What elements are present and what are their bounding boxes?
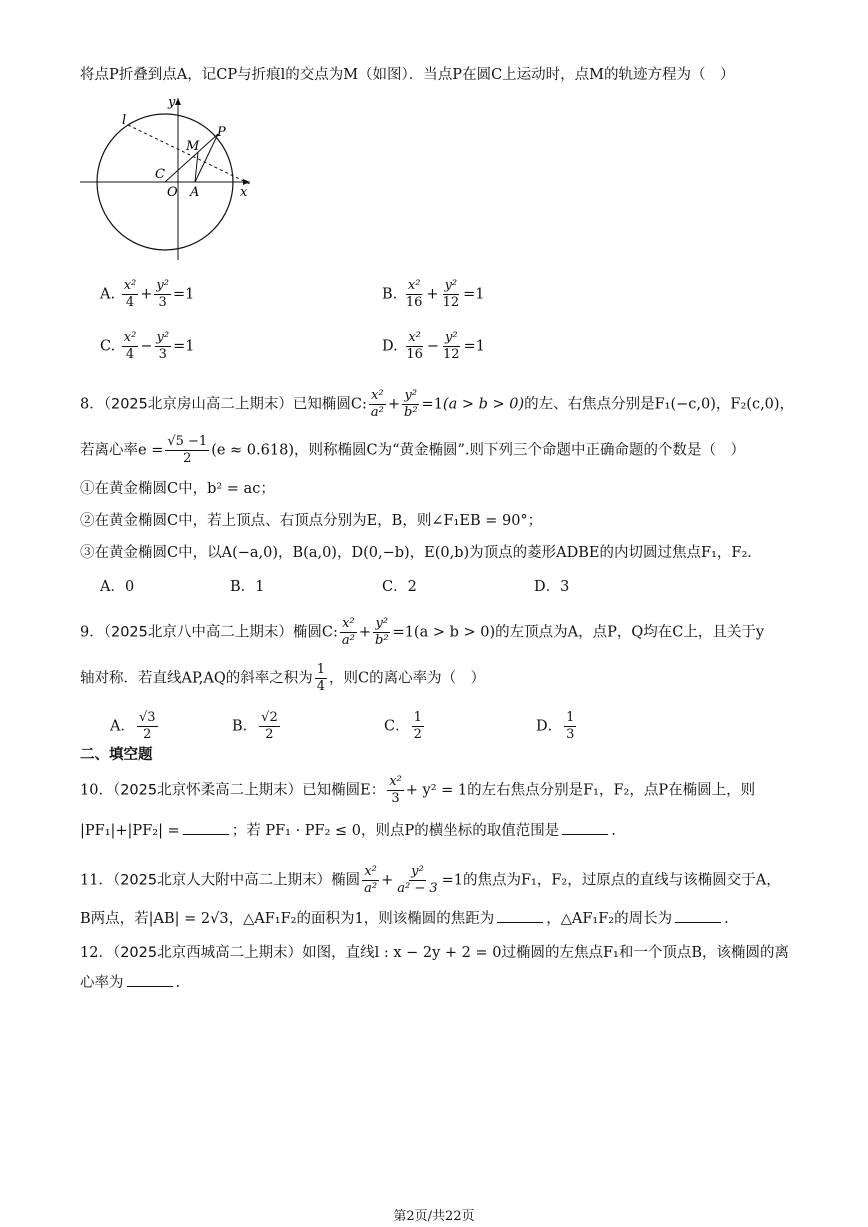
label-o: O — [167, 185, 178, 200]
q8-option-a[interactable]: A．0 — [100, 579, 135, 595]
answer-blank[interactable] — [562, 820, 608, 835]
q9-option-c[interactable]: C． $\frac{1}{2}$ — [384, 710, 422, 742]
q10-line1: 10．（2025北京怀柔高二上期末）已知椭圆E： $\frac{\text{x²}}{3}$ + y² = 1的左右焦点分别是F₁，F₂，点P在椭圆上，则 — [80, 774, 756, 806]
q7-text: 将点P折叠到点A，记CP与折痕l的交点为M（如图）．当点P在圆C上运动时，点M的轨迹方程为（ ） — [80, 67, 735, 83]
q7-option-c[interactable]: C. $\frac{\text{x²}}{4}$ − $\frac{\text{y²}}{3}$ =1 — [100, 330, 195, 362]
section-heading-fill-in: 二、填空题 — [80, 747, 153, 763]
label-a: A — [190, 185, 200, 200]
circle-fold-figure — [80, 90, 260, 262]
q7-option-d[interactable]: D. $\frac{\text{x²}}{16}$ − $\frac{\text{y²}}{12}$ =1 — [382, 330, 485, 362]
q8-line2: 若离心率e = $\frac{√5 -1}{2}$ (e ≈ 0.618)，则称椭圆C为“黄金椭圆”.则下列三个命题中正确命题的个数是（ ） — [80, 434, 746, 466]
label-l: l — [122, 113, 127, 128]
q12-line1: 12．（2025北京西城高二上期末）如图，直线l : x − 2y + 2 = 0过椭圆的左焦点F₁和一个顶点B，该椭圆的离 — [80, 945, 790, 961]
q8-statement-1: ①在黄金椭圆C中，b² = ac； — [80, 481, 275, 497]
y-axis-arrow — [175, 98, 181, 105]
q9-option-a[interactable]: A． $\frac{√3}{2}$ — [110, 710, 156, 742]
label-m: M — [186, 139, 200, 154]
q10-line2: |PF₁|+|PF₂| = ；若 PF₁ · PF₂ ≤ 0，则点P的横坐标的取值范围是 . — [80, 820, 808, 842]
q9-line2: 轴对称．若直线AP,AQ的斜率之积为 $\frac{1}{4}$ ，则C的离心率为（ ） — [80, 662, 486, 694]
q8-statement-2: ②在黄金椭圆C中，若上顶点、右顶点分别为E，B，则∠F₁EB = 90°； — [80, 513, 543, 529]
answer-blank[interactable] — [497, 908, 543, 923]
q9-line1: 9．（2025北京八中高二上期末）椭圆C: $\frac{\text{x²}}{\text{a²}}$ + $\frac{\text{y²}}{\text{b²}}$ =1(a > b > 0)的左顶点为A，点P，Q均在C上，且关于y — [80, 616, 765, 648]
figure-svg — [80, 90, 260, 262]
q9-option-b[interactable]: B． $\frac{√2}{2}$ — [232, 710, 278, 742]
q7-option-b[interactable]: B. $\frac{\text{x²}}{16}$ + $\frac{\text{y²}}{12}$ =1 — [382, 278, 485, 310]
q8-option-c[interactable]: C．2 — [382, 579, 417, 595]
answer-blank[interactable] — [183, 820, 229, 835]
q8-option-d[interactable]: D．3 — [534, 579, 570, 595]
q12-line2: 心率为 . — [80, 972, 808, 994]
q11-line2: B两点，若|AB| = 2√3，△AF₁F₂的面积为1，则该椭圆的焦距为 ，△AF₁F₂的周长为 . — [80, 908, 808, 930]
label-y: y — [168, 95, 176, 110]
q11-line1: 11．（2025北京人大附中高二上期末）椭圆 $\frac{\text{x²}}{\text{a²}}$ + $\frac{\text{y²}}{\text{a² − 3}}$ =1的焦点为F₁，F₂，过原点的直线与该椭圆交于A， — [80, 864, 781, 896]
label-p: P — [217, 125, 226, 140]
q8-option-b[interactable]: B．1 — [230, 579, 265, 595]
answer-blank[interactable] — [127, 972, 173, 987]
fold-line-l — [128, 125, 252, 185]
label-c: C — [155, 167, 165, 182]
q7-option-a[interactable]: A. $\frac{\text{x²}}{4}$ + $\frac{\text{y²}}{3}$ =1 — [100, 278, 195, 310]
q8-statement-3: ③在黄金椭圆C中，以A(−a,0)，B(a,0)，D(0,−b)，E(0,b)为顶点的菱形ADBE的内切圆过焦点F₁，F₂． — [80, 545, 762, 561]
q9-option-d[interactable]: D． $\frac{1}{3}$ — [536, 710, 575, 742]
answer-blank[interactable] — [675, 908, 721, 923]
page-footer: 第2页/共22页 — [393, 1209, 475, 1224]
q8-line1: 8．（2025北京房山高二上期末）已知椭圆C: $\frac{\text{x²}}{\text{a²}}$ + $\frac{\text{y²}}{\text{b²}}$ =1(a > b > 0)的左、右焦点分别是F₁(−c,0)，F₂(c,0)， — [80, 388, 795, 420]
label-x: x — [240, 185, 248, 200]
